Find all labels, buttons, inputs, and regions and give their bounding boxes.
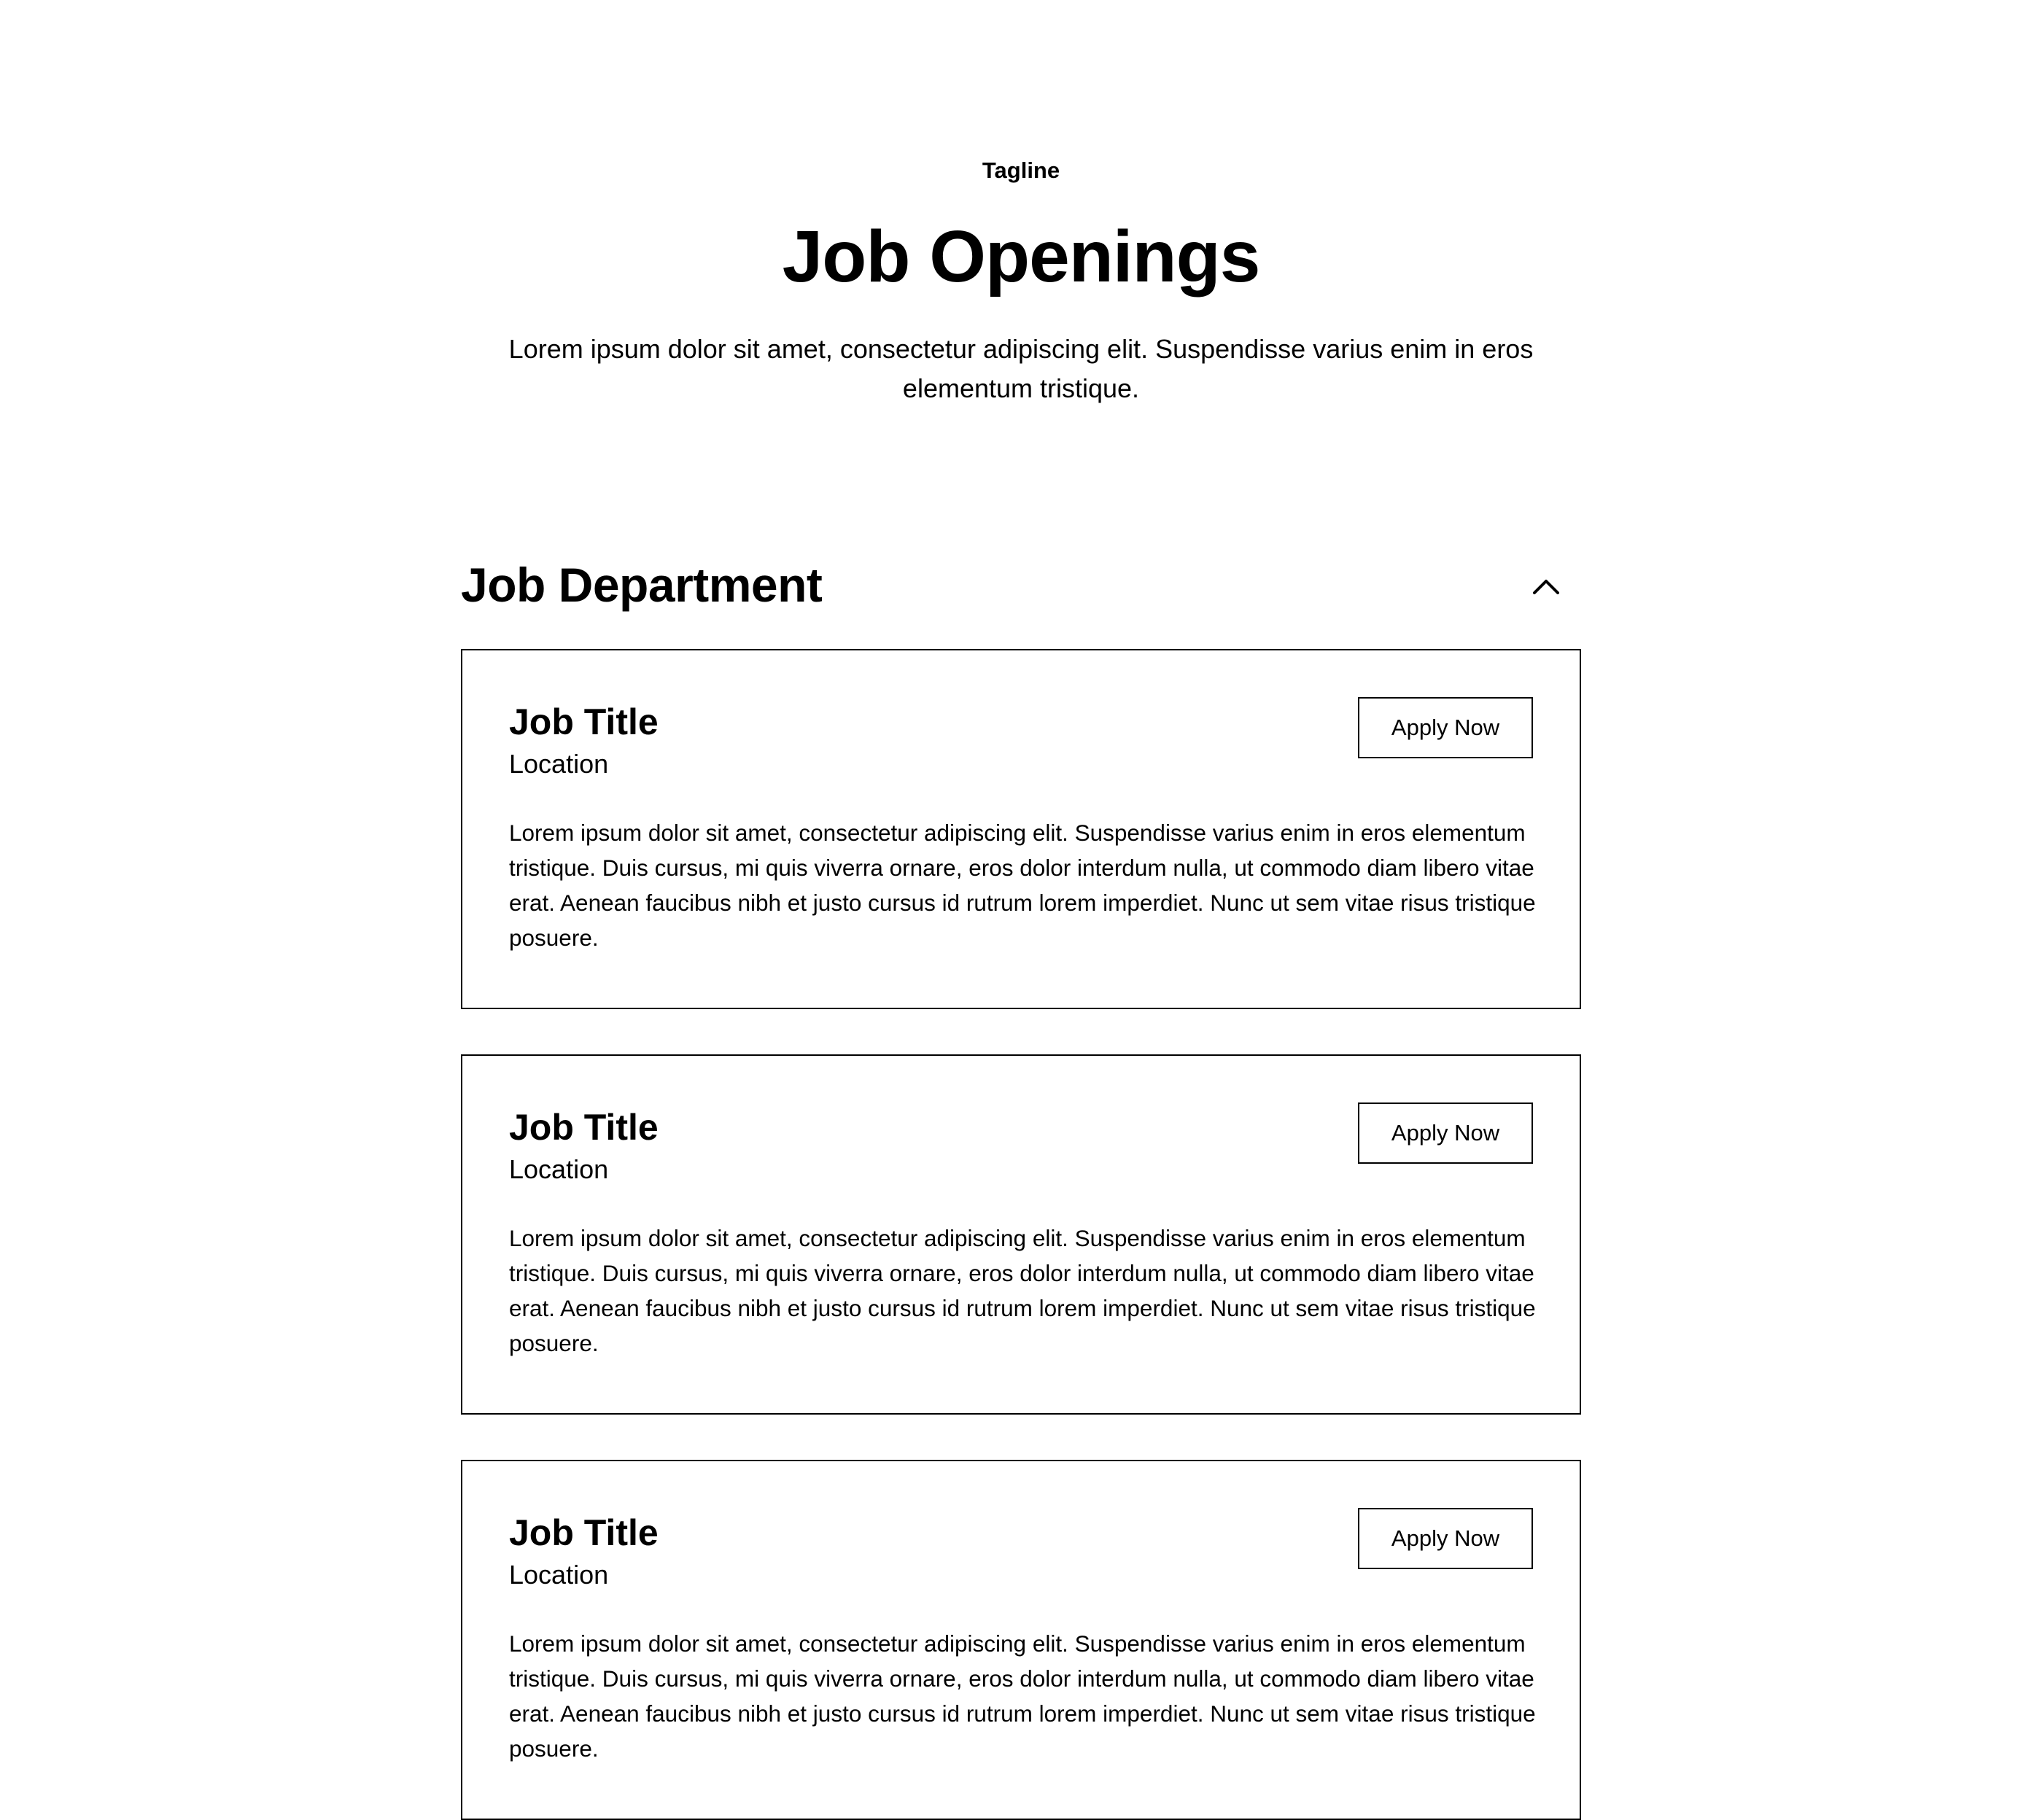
job-card bbox=[461, 1054, 1581, 1415]
apply-now-button[interactable]: Apply Now bbox=[1358, 1508, 1533, 1569]
department-title: Job Department bbox=[461, 558, 823, 612]
apply-now-button[interactable]: Apply Now bbox=[1358, 1102, 1533, 1164]
job-card bbox=[461, 649, 1581, 1009]
job-location: Location bbox=[509, 749, 609, 779]
job-title: Job Title bbox=[509, 1512, 659, 1553]
job-location: Location bbox=[509, 1560, 609, 1590]
job-title: Job Title bbox=[509, 1107, 659, 1148]
page-title: Job Openings bbox=[782, 216, 1260, 298]
job-card bbox=[461, 1460, 1581, 1820]
chevron-up-icon[interactable] bbox=[1529, 569, 1564, 604]
department-header[interactable] bbox=[461, 551, 1581, 618]
hero-description: Lorem ipsum dolor sit amet, consectetur adipiscing elit. Suspendisse varius enim in eros elementum tristique. bbox=[508, 334, 1534, 403]
job-description: Lorem ipsum dolor sit amet, consectetur adipiscing elit. Suspendisse varius enim in eros elementum tristique. Duis cursus, mi quis viverra ornare, eros dolor interdum nulla, ut commodo diam libero vitae erat. Aenean faucibus nibh et justo cursus id rutrum lorem imperdiet. Nunc ut sem vitae risus tristique posuere. bbox=[509, 1630, 1536, 1762]
job-title: Job Title bbox=[509, 701, 659, 742]
apply-now-button[interactable]: Apply Now bbox=[1358, 697, 1533, 758]
job-description: Lorem ipsum dolor sit amet, consectetur adipiscing elit. Suspendisse varius enim in eros elementum tristique. Duis cursus, mi quis viverra ornare, eros dolor interdum nulla, ut commodo diam libero vitae erat. Aenean faucibus nibh et justo cursus id rutrum lorem imperdiet. Nunc ut sem vitae risus tristique posuere. bbox=[509, 1225, 1536, 1356]
job-description: Lorem ipsum dolor sit amet, consectetur adipiscing elit. Suspendisse varius enim in eros elementum tristique. Duis cursus, mi quis viverra ornare, eros dolor interdum nulla, ut commodo diam libero vitae erat. Aenean faucibus nibh et justo cursus id rutrum lorem imperdiet. Nunc ut sem vitae risus tristique posuere. bbox=[509, 820, 1536, 951]
job-location: Location bbox=[509, 1154, 609, 1184]
tagline: Tagline bbox=[982, 158, 1060, 183]
